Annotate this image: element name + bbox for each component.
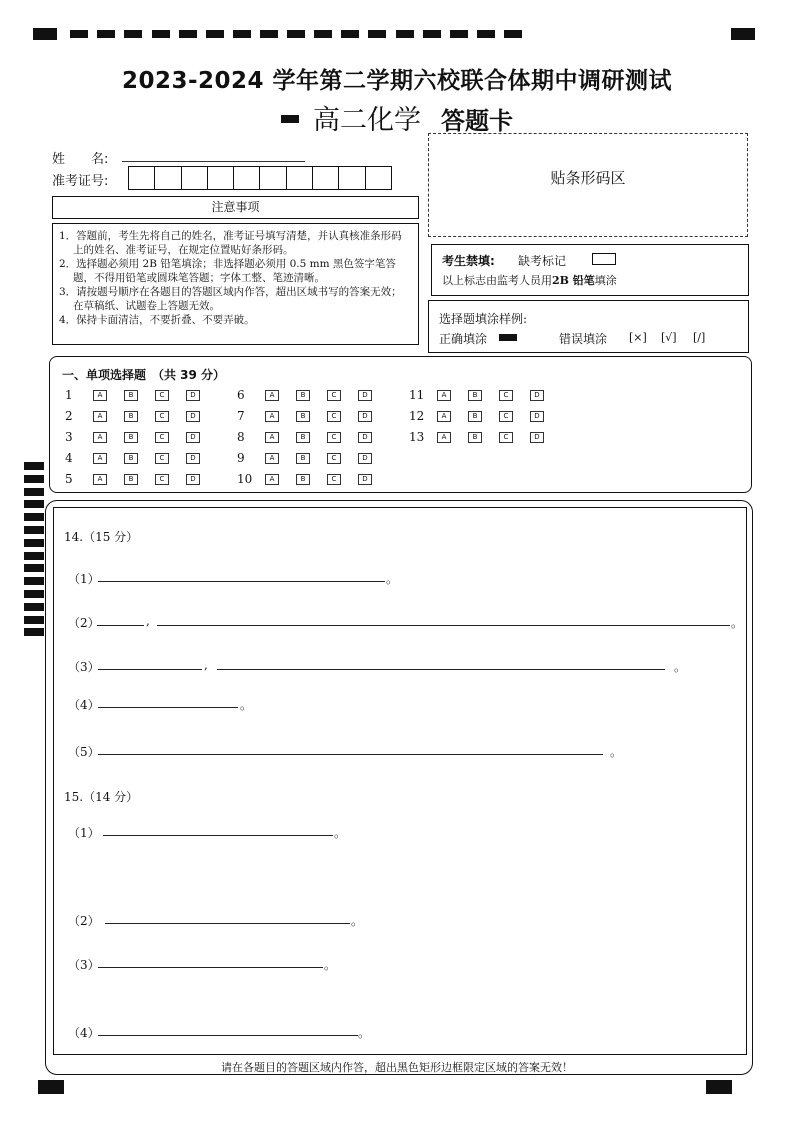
q14-2a-answer[interactable] [97,625,144,626]
exam-title: 2023-2024 学年第二学期六校联合体期中调研测试 [121,68,673,94]
option-bubble-b[interactable]: B [124,390,138,401]
q15-2-answer[interactable] [105,923,350,924]
option-bubble-b[interactable]: B [296,411,310,422]
q14-4-answer[interactable] [98,707,238,708]
q14-2-label: （2） [68,616,100,630]
option-bubble-d[interactable]: D [530,432,544,443]
timing-mark [206,30,224,38]
question-number: 4 [65,451,73,465]
option-bubble-d[interactable]: D [358,390,372,401]
option-bubble-c[interactable]: C [499,432,513,443]
q14-3b-answer[interactable] [217,669,665,670]
option-bubble-b[interactable]: B [468,432,482,443]
question-number: 1 [65,388,73,402]
question-number: 9 [237,451,245,465]
notice-item: 1．答题前，考生先将自己的姓名，准考证号填写清楚，并认真核准条形码上的姓名、准考证号，在规定位置贴好条形码。 [59,230,402,256]
notice-item: 4．保持卡面清洁，不要折叠、不要弄破。 [59,314,255,326]
option-bubble-c[interactable]: C [155,390,169,401]
timing-mark [477,30,495,38]
timing-mark [179,30,197,38]
timing-mark [33,28,57,40]
section1-title: 一、单项选择题 （共 39 分） [62,368,226,382]
q14-3-comma: , [204,658,208,672]
q14-1-period: 。 [386,572,399,586]
notice-box [52,223,419,345]
timing-mark [450,30,468,38]
wrong-fill-sample: [/] [693,331,706,344]
timing-mark [24,577,44,585]
name-label: 姓 名: [52,152,109,167]
timing-mark [287,30,305,38]
timing-mark [396,30,414,38]
fill-example-box [428,300,749,353]
option-bubble-c[interactable]: C [327,411,341,422]
option-bubble-b[interactable]: B [124,453,138,464]
choice-question-row [409,409,561,423]
timing-mark [24,462,44,470]
barcode-label: 贴条形码区 [550,169,626,187]
q15-3-answer[interactable] [98,967,323,968]
wrong-fill-sample: [√] [661,331,677,344]
question-number: 13 [409,430,425,444]
timing-mark [731,28,755,40]
q14-2-period: 。 [731,616,744,630]
option-bubble-d[interactable]: D [358,453,372,464]
option-bubble-c[interactable]: C [499,390,513,401]
q15-2-period: 。 [351,914,364,928]
option-bubble-d[interactable]: D [186,474,200,485]
option-bubble-d[interactable]: D [186,432,200,443]
q15-1-answer[interactable] [103,835,333,836]
option-bubble-b[interactable]: B [124,474,138,485]
option-bubble-c[interactable]: C [327,453,341,464]
question-number: 5 [65,472,73,486]
question-number: 6 [237,388,245,402]
timing-mark [24,475,44,483]
timing-mark [24,628,44,636]
option-bubble-d[interactable]: D [530,411,544,422]
option-bubble-d[interactable]: D [186,453,200,464]
q14-4-period: 。 [240,698,253,712]
timing-mark [24,603,44,611]
option-bubble-d[interactable]: D [530,390,544,401]
option-bubble-b[interactable]: B [296,390,310,401]
subject: 高二化学 [313,105,421,136]
q14-3a-answer[interactable] [98,669,202,670]
timing-mark [38,1080,64,1094]
timing-mark [706,1080,732,1094]
q15-3-label: （3） [68,958,100,972]
id-number-boxes[interactable] [128,166,392,190]
option-bubble-a[interactable]: A [437,411,451,422]
choice-question-row [409,430,561,444]
option-bubble-b[interactable]: B [124,411,138,422]
q15-1-period: 。 [334,826,347,840]
choice-question-row [65,409,217,423]
title-mark [281,115,299,123]
wrong-fill-label: 错误填涂 [559,332,608,346]
q15-4-answer[interactable] [98,1035,358,1036]
q14-5-answer[interactable] [98,754,603,755]
absent-label: 缺考标记 [518,254,567,268]
notice-title: 注意事项 [211,200,260,214]
option-bubble-b[interactable]: B [296,474,310,485]
option-bubble-c[interactable]: C [155,453,169,464]
notice-item: 3．请按题号顺序在各题目的答题区域内作答，超出区域书写的答案无效；在草稿纸、试题卷上答题无效。 [59,286,402,312]
card-label: 答题卡 [441,107,513,135]
q14-5-label: （5） [68,745,100,759]
option-bubble-b[interactable]: B [468,411,482,422]
option-bubble-a[interactable]: A [437,432,451,443]
timing-mark [70,30,88,38]
name-field[interactable] [122,161,305,162]
option-bubble-b[interactable]: B [296,453,310,464]
option-bubble-d[interactable]: D [358,432,372,443]
timing-mark [341,30,359,38]
question-number: 7 [237,409,245,423]
option-bubble-a[interactable]: A [93,411,107,422]
choice-question-row [237,451,389,465]
option-bubble-c[interactable]: C [327,390,341,401]
barcode-area [428,133,748,237]
choice-question-row [237,430,389,444]
choice-question-row [65,472,217,486]
option-bubble-c[interactable]: C [327,474,341,485]
q14-5-period: 。 [610,745,623,759]
prohibited-box [431,244,749,296]
option-bubble-a[interactable]: A [265,453,279,464]
timing-mark [260,30,278,38]
option-bubble-c[interactable]: C [155,411,169,422]
timing-mark [314,30,332,38]
timing-mark [24,539,44,547]
timing-mark [504,30,522,38]
q14-3-label: （3） [68,660,100,674]
question-number: 2 [65,409,73,423]
option-bubble-c[interactable]: C [327,432,341,443]
q14-2b-answer[interactable] [157,625,730,626]
q14-4-label: （4） [68,698,100,712]
option-bubble-a[interactable]: A [93,474,107,485]
choice-question-row [65,451,217,465]
q14-1-label: （1） [68,572,100,586]
timing-mark [24,526,44,534]
question-number: 3 [65,430,73,444]
prohibited-label: 考生禁填: [442,254,495,268]
option-bubble-d[interactable]: D [358,474,372,485]
option-bubble-c[interactable]: C [155,474,169,485]
option-bubble-c[interactable]: C [499,411,513,422]
question-number: 11 [409,388,425,402]
q14-1-answer[interactable] [98,581,385,582]
question-number: 12 [409,409,425,423]
choice-question-row [237,388,389,402]
option-bubble-b[interactable]: B [124,432,138,443]
option-bubble-a[interactable]: A [265,390,279,401]
option-bubble-a[interactable]: A [265,432,279,443]
option-bubble-a[interactable]: A [437,390,451,401]
choice-question-row [65,388,217,402]
choice-question-row [65,430,217,444]
timing-mark [368,30,386,38]
timing-mark [24,500,44,508]
notice-item: 2．选择题必须用 2B 铅笔填涂；非选择题必须用 0.5 mm 黑色签字笔答题，不得用铅笔或圆珠笔答题；字体工整、笔迹清晰。 [59,258,396,284]
correct-fill-label: 正确填涂 [439,332,488,346]
timing-mark [423,30,441,38]
choice-question-row [409,388,561,402]
q15-3-period: 。 [324,958,337,972]
correct-fill-sample [499,334,517,341]
timing-mark [24,513,44,521]
notice-title-box [52,196,419,219]
timing-mark [24,564,44,572]
option-bubble-b[interactable]: B [296,432,310,443]
q15-4-label: （4） [68,1026,100,1040]
q15-1-label: （1） [68,826,100,840]
q15-4-period: 。 [358,1026,371,1040]
card-title [0,98,794,137]
timing-mark [24,488,44,496]
prohibited-note: 以上标志由监考人员用2B 铅笔填涂 [442,274,617,287]
q14-title: 14.（15 分） [64,530,139,544]
option-bubble-c[interactable]: C [155,432,169,443]
choice-question-row [237,472,389,486]
footer-note: 请在各题目的答题区域内作答，超出黑色矩形边框限定区域的答案无效！ [221,1061,573,1074]
timing-mark [24,552,44,560]
option-bubble-b[interactable]: B [468,390,482,401]
wrong-fill-sample: [×] [629,331,647,344]
fill-example-title: 选择题填涂样例: [439,312,528,326]
answer-area [53,507,747,1055]
option-bubble-a[interactable]: A [265,474,279,485]
option-bubble-d[interactable]: D [186,411,200,422]
timing-mark [24,616,44,624]
timing-mark [152,30,170,38]
q15-2-label: （2） [68,914,100,928]
timing-mark [24,590,44,598]
option-bubble-d[interactable]: D [358,411,372,422]
option-bubble-a[interactable]: A [93,432,107,443]
option-bubble-a[interactable]: A [265,411,279,422]
option-bubble-a[interactable]: A [93,390,107,401]
q14-3-period: 。 [674,660,687,674]
q15-title: 15.（14 分） [64,790,139,804]
timing-mark [233,30,251,38]
id-label: 准考证号: [52,174,109,189]
choice-question-row [237,409,389,423]
timing-mark [97,30,115,38]
q14-2-comma: , [146,614,150,628]
question-number: 10 [237,472,253,486]
option-bubble-a[interactable]: A [93,453,107,464]
question-number: 8 [237,430,245,444]
choice-section [49,356,752,493]
option-bubble-d[interactable]: D [186,390,200,401]
absent-checkbox[interactable] [592,253,616,265]
timing-mark [124,30,142,38]
